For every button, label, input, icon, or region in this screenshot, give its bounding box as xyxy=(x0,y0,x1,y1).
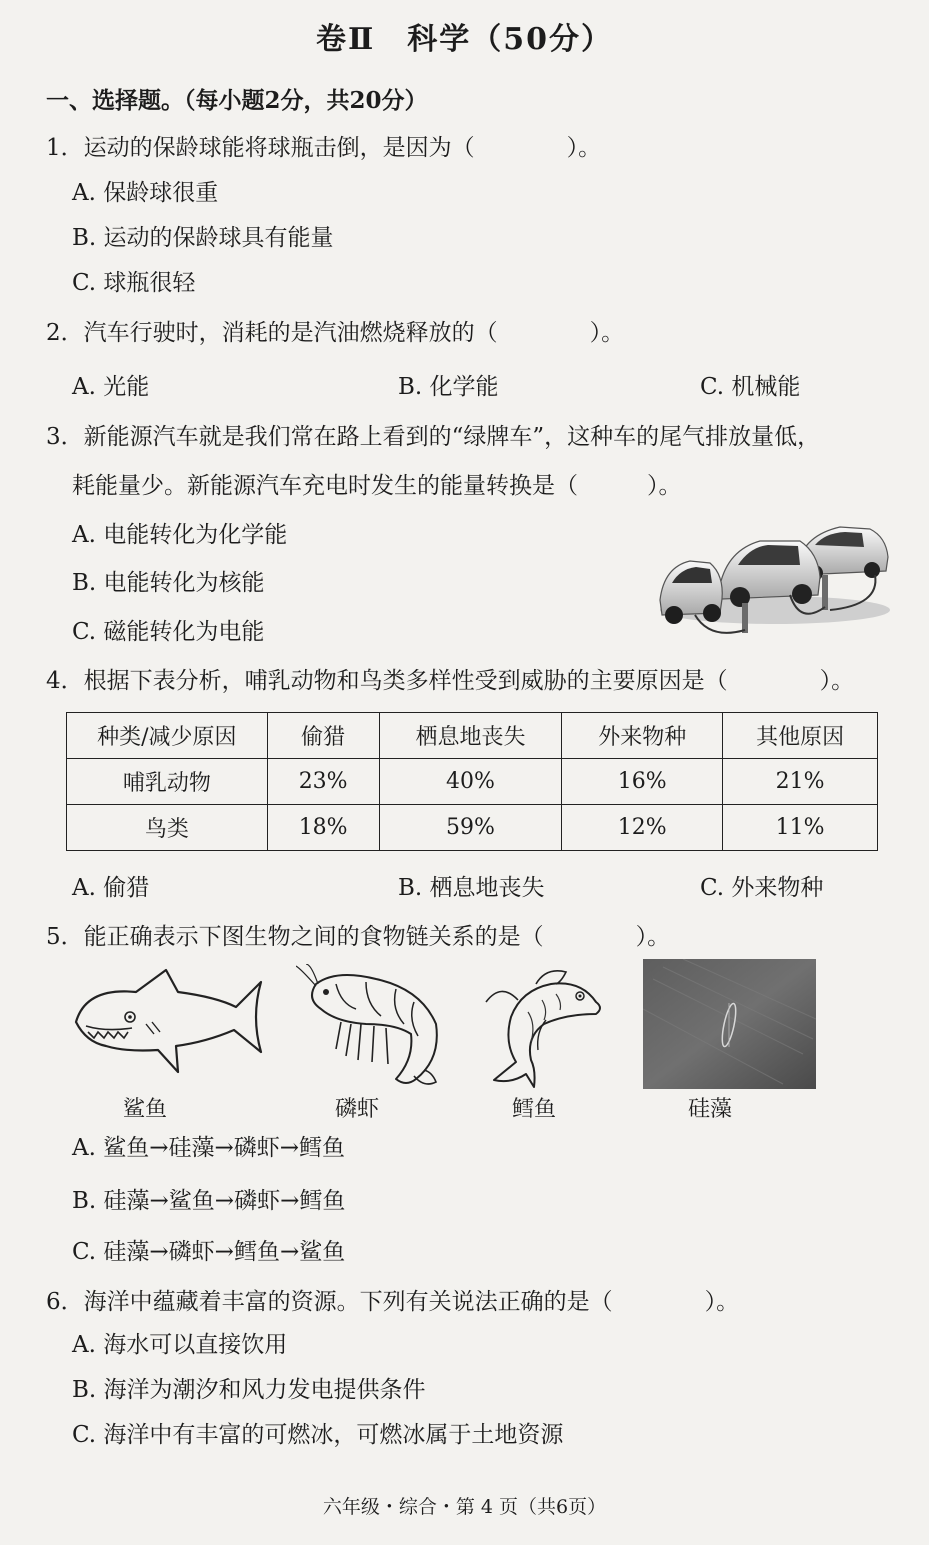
shark-drawing xyxy=(66,962,266,1092)
electric-cars-charging-image xyxy=(650,515,890,640)
q2-option-c: C. 机械能 xyxy=(700,374,801,400)
q3-option-a: A. 电能转化为化学能 xyxy=(72,522,288,548)
section-heading: 一、选择题。（每小题2分，共20分） xyxy=(46,87,428,114)
table-cell: 12% xyxy=(562,805,723,851)
q5-stem: 5．能正确表示下图生物之间的食物链关系的是（ ）。 xyxy=(46,924,671,950)
table-cell: 16% xyxy=(562,759,723,805)
threat-reasons-table xyxy=(66,712,878,851)
q3-stem-line2: 耗能量少。新能源汽车充电时发生的能量转换是（ ）。 xyxy=(72,473,682,499)
q5-option-a: A. 鲨鱼→硅藻→磷虾→鳕鱼 xyxy=(72,1135,346,1161)
table-cell: 21% xyxy=(723,759,878,805)
table-cell: 11% xyxy=(723,805,878,851)
page-title: 卷Ⅱ 科学（50分） xyxy=(315,22,614,57)
q1-stem: 1．运动的保龄球能将球瓶击倒，是因为（ ）。 xyxy=(46,135,602,161)
q3-option-c: C. 磁能转化为电能 xyxy=(72,619,265,645)
table-header-cell: 其他原因 xyxy=(723,713,878,759)
table-cell: 鸟类 xyxy=(67,805,268,851)
q2-stem: 2．汽车行驶时，消耗的是汽油燃烧释放的（ ）。 xyxy=(46,320,625,346)
q1-option-b: B. 运动的保龄球具有能量 xyxy=(72,225,334,251)
q3-stem: 3．新能源汽车就是我们常在路上看到的“绿牌车”，这种车的尾气排放量低， xyxy=(46,424,821,450)
q2-option-b: B. 化学能 xyxy=(398,374,499,400)
table-row xyxy=(67,759,878,805)
q1-option-c: C. 球瓶很轻 xyxy=(72,270,196,296)
table-header-cell: 外来物种 xyxy=(562,713,723,759)
krill-label: 磷虾 xyxy=(335,1097,380,1122)
cod-label: 鳕鱼 xyxy=(512,1097,557,1122)
diatom-photo xyxy=(643,959,816,1089)
table-header-cell: 偷猎 xyxy=(267,713,379,759)
q3-option-b: B. 电能转化为核能 xyxy=(72,570,265,596)
table-header-cell: 种类/减少原因 xyxy=(67,713,268,759)
q1-option-a: A. 保龄球很重 xyxy=(72,180,219,206)
shark-label: 鲨鱼 xyxy=(123,1097,168,1122)
q2-option-a: A. 光能 xyxy=(72,374,150,400)
table-cell: 40% xyxy=(379,759,562,805)
krill-drawing xyxy=(296,964,456,1094)
q6-stem: 6．海洋中蕴藏着丰富的资源。下列有关说法正确的是（ ）。 xyxy=(46,1289,740,1315)
q5-option-b: B. 硅藻→鲨鱼→磷虾→鳕鱼 xyxy=(72,1188,346,1214)
q5-option-c: C. 硅藻→磷虾→鳕鱼→鲨鱼 xyxy=(72,1239,346,1265)
table-header-row xyxy=(67,713,878,759)
table-header-cell: 栖息地丧失 xyxy=(379,713,562,759)
table-row xyxy=(67,805,878,851)
q4-option-c: C. 外来物种 xyxy=(700,875,824,901)
q6-option-b: B. 海洋为潮汐和风力发电提供条件 xyxy=(72,1377,426,1403)
q4-stem: 4．根据下表分析，哺乳动物和鸟类多样性受到威胁的主要原因是（ ）。 xyxy=(46,668,855,694)
table-cell: 59% xyxy=(379,805,562,851)
q6-option-a: A. 海水可以直接饮用 xyxy=(72,1332,288,1358)
diatom-label: 硅藻 xyxy=(688,1097,733,1122)
q6-option-c: C. 海洋中有丰富的可燃冰，可燃冰属于土地资源 xyxy=(72,1422,564,1448)
table-cell: 18% xyxy=(267,805,379,851)
table-cell: 哺乳动物 xyxy=(67,759,268,805)
cod-drawing xyxy=(476,962,611,1092)
table-cell: 23% xyxy=(267,759,379,805)
q4-option-a: A. 偷猎 xyxy=(72,875,150,901)
q4-option-b: B. 栖息地丧失 xyxy=(398,875,545,901)
page-footer: 六年级・综合・第 4 页（共6页） xyxy=(322,1496,607,1518)
